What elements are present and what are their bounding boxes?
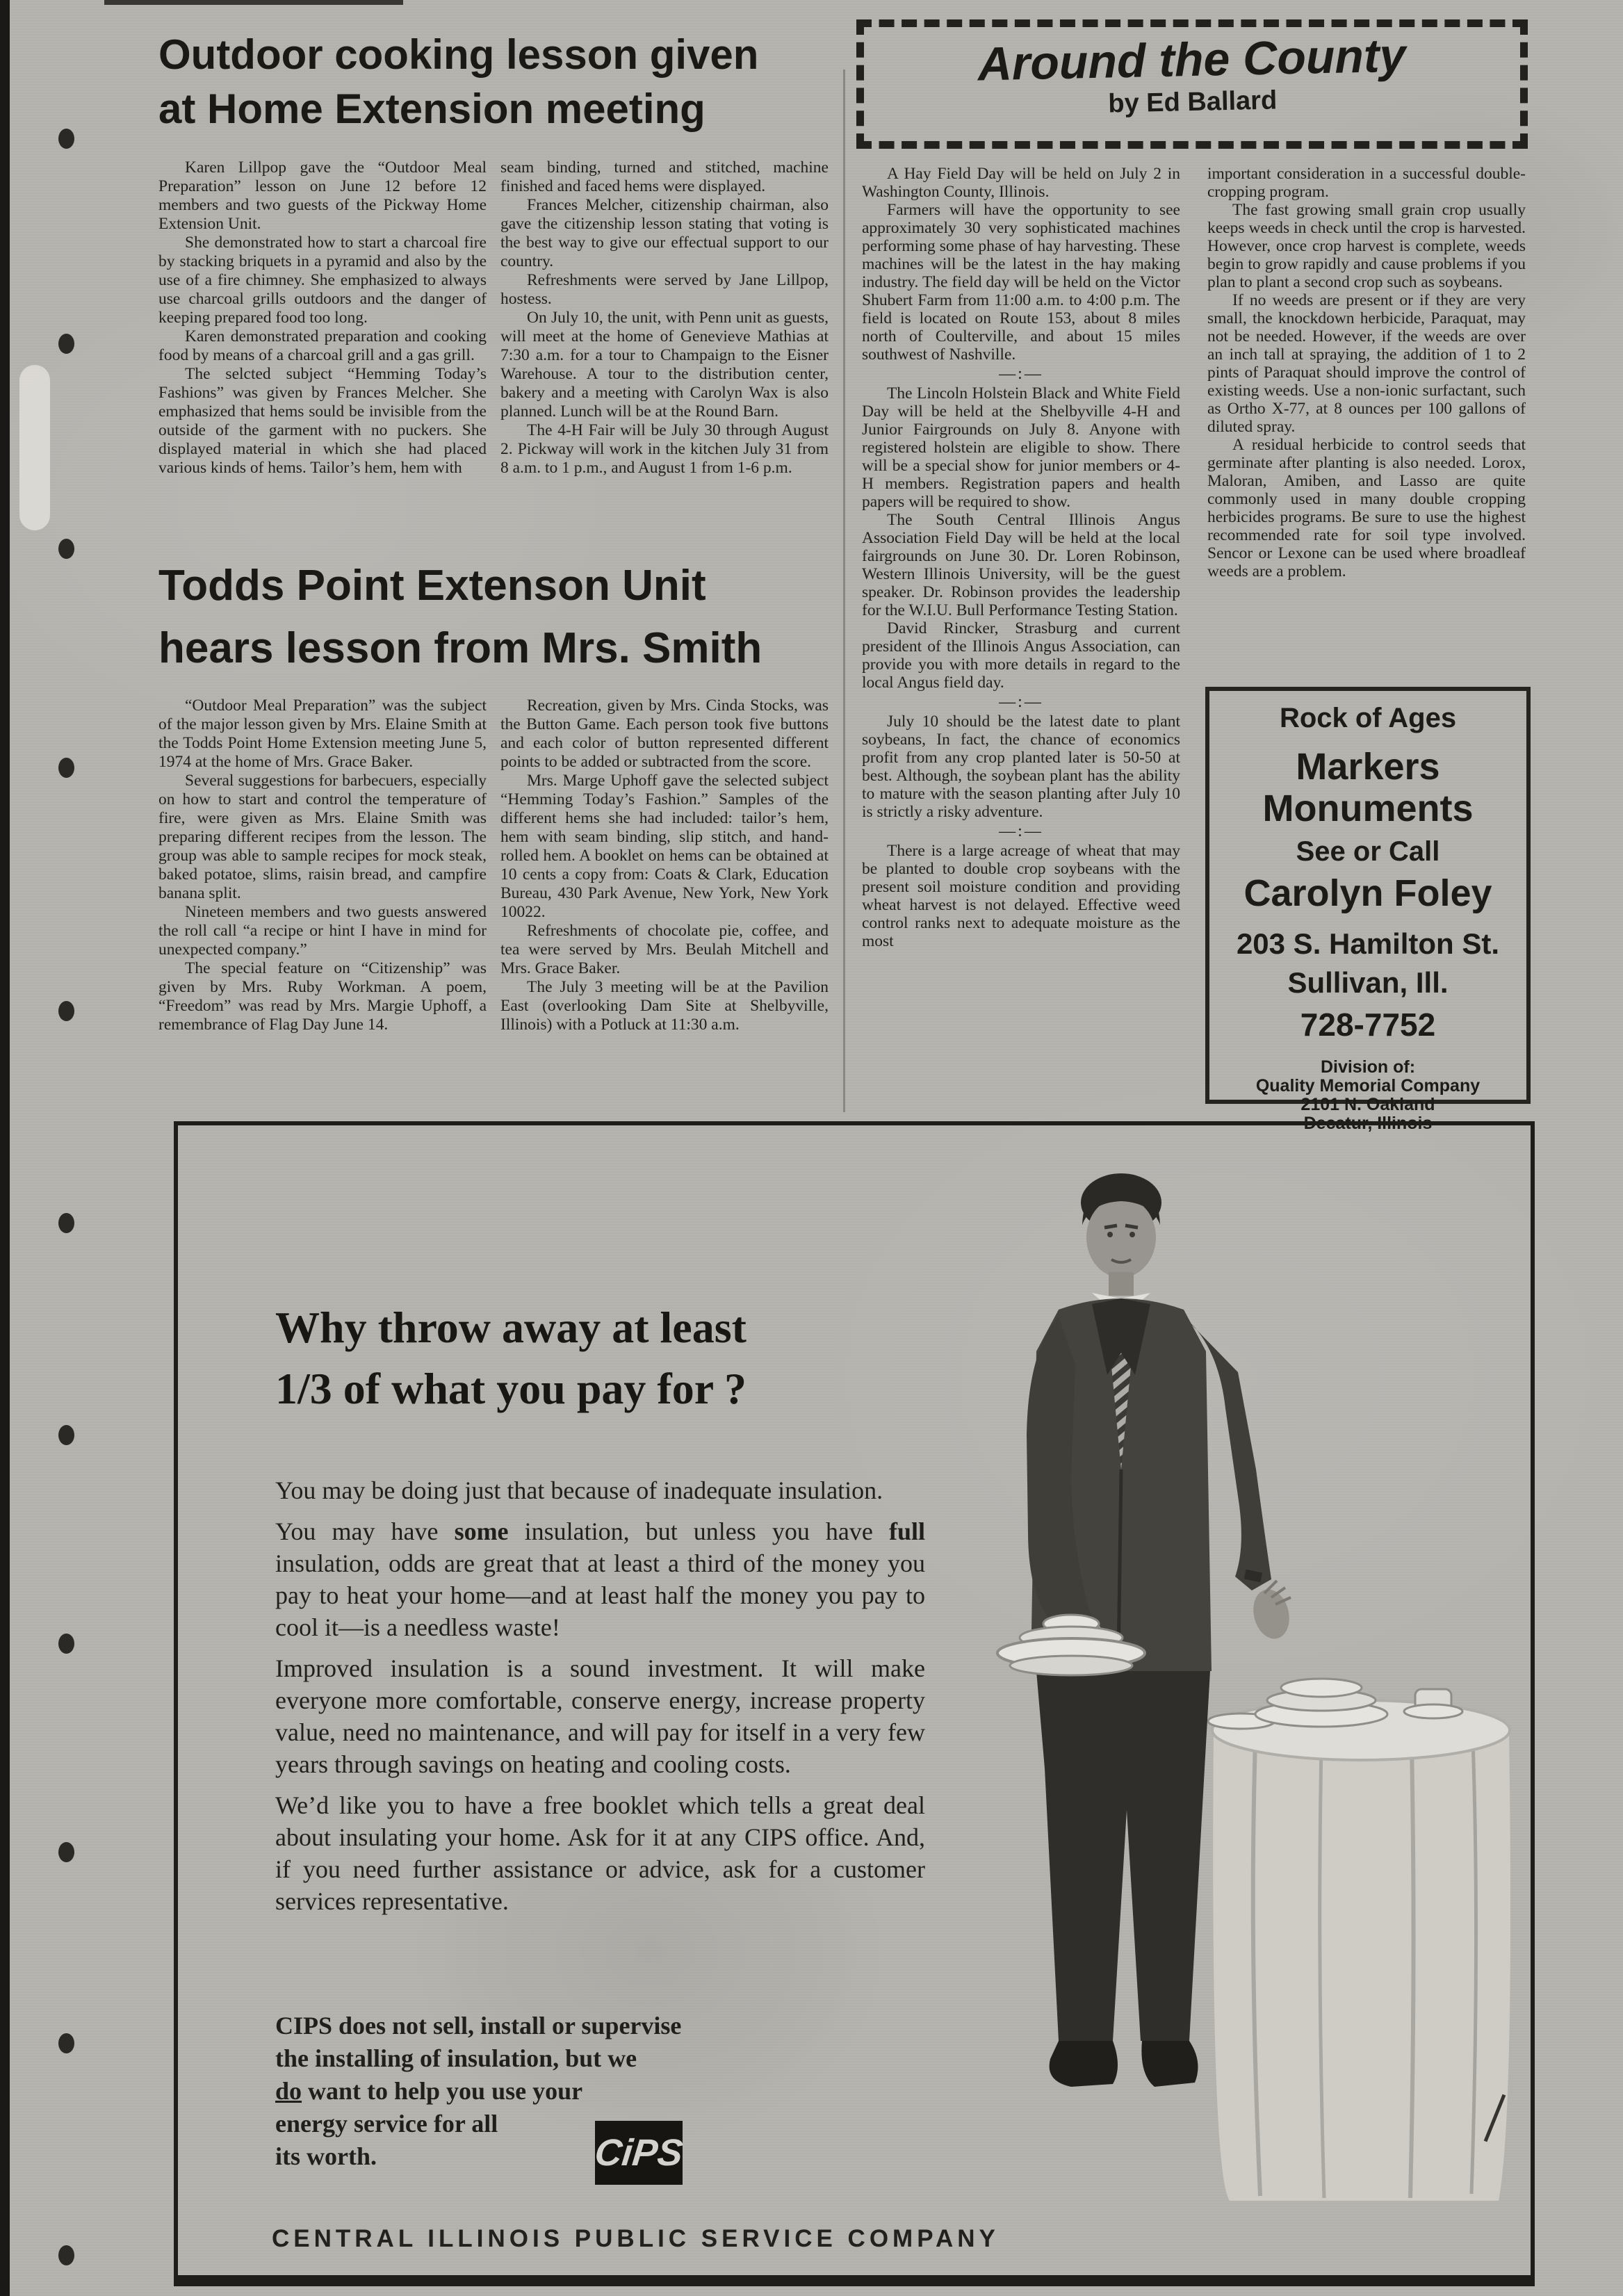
article-paragraph: seam binding, turned and stitched, machine finished and faced hems were displayed.: [500, 158, 829, 195]
ad-paragraph: We’d like you to have a free booklet which tells a great deal about insulating your home. Ask for it at any CIPS office. And, if you need further assistance or advice, ask for a customer services representative.: [275, 1791, 925, 1915]
torn-strip: [19, 365, 50, 530]
rock-ad-division-company: Quality Memorial Company: [1255, 1076, 1481, 1096]
article-paragraph: Several suggestions for barbecuers, especially on how to start and control the temperature of fire, were given as Mrs. Elaine Smith was preparing different recipes from the lesson. The group was able to sample recipes for mock steak, baked potatoe, slims, raisin bread, and campfire banana split.: [158, 772, 487, 902]
punch-hole: [58, 1001, 74, 1021]
article-todds-point: [158, 555, 833, 1034]
article-paragraph: The Lincoln Holstein Black and White Field Day will be held at the Shelbyville 4-H and Junior Fairgrounds on July 8. Anyone with registered holstein are eligible to show. There will be a special show for junior members or 4-H members. Registration papers and health papers will be required to show.: [862, 384, 1180, 511]
article-paragraph: The selcted subject “Hemming Today’s Fashions” was given by Frances Melcher. She emphasized that hems sould be invisible from the outside of the garment with no puckers. She displayed material in which she had placed various kinds of hems. Tailor’s hem, hem with: [158, 365, 487, 477]
disclaimer-line: CIPS does not sell, install or supervise: [275, 2012, 682, 2039]
rock-ad-phone: 728-7752: [1300, 1007, 1436, 1043]
article-paragraph: Karen Lillpop gave the “Outdoor Meal Preparation” lesson on June 12 before 12 members and two guests of the Pickway Home Extension Unit.: [158, 158, 487, 233]
ad-text: insulation, odds are great that at least a third of the money you pay to heat your home—and at least half the money you pay to cool it—is a needless waste!: [275, 1549, 925, 1641]
ad-text: insulation, but unless you have: [508, 1517, 889, 1545]
around-county-column-2: [1207, 165, 1526, 580]
rock-ad-address: 203 S. Hamilton St.: [1236, 927, 1500, 960]
disclaimer-line: want to help you use your: [302, 2077, 583, 2105]
article-paragraph: David Rincker, Strasburg and current president of the Illinois Angus Association, can provide you with more details in regard to the local Angus field day.: [862, 619, 1180, 692]
item-separator: —:—: [999, 365, 1043, 383]
article-paragraph: A residual herbicide to control seeds that germinate after planting is also needed. Lorox, Maloran, Amiben, and Lasso are quite commonly used in many double cropping herbicides programs. Be sure to use the highest recommended rate for soil type involved. Sencor or Lexone can be used where broadleaf weeds are a problem.: [1207, 436, 1526, 580]
article2-column-1: [158, 697, 487, 1034]
ad-paragraph: You may be doing just that because of inadequate insulation.: [275, 1476, 883, 1504]
scan-edge-left: [0, 0, 10, 2296]
punch-hole: [58, 2245, 74, 2265]
cips-ad-disclaimer: [275, 2010, 859, 2173]
table-with-dishes: [1208, 1679, 1510, 2201]
article2-headline: [158, 555, 833, 680]
article-paragraph: The July 3 meeting will be at the Pavilion East (overlooking Dam Site at Shelbyville, Illinois) with a Potluck at 11:30 a.m.: [500, 978, 829, 1034]
ad-text: You may have: [275, 1517, 455, 1545]
rock-ad-cta: See or Call: [1296, 836, 1440, 867]
cips-company-name: CENTRAL ILLINOIS PUBLIC SERVICE COMPANY: [272, 2225, 1000, 2252]
article-paragraph: A Hay Field Day will be held on July 2 in Washington County, Illinois.: [862, 165, 1180, 201]
cips-photo-man-with-plates: [863, 1143, 1523, 2213]
article-outdoor-cooking: [158, 28, 830, 478]
article1-column-2: [500, 158, 829, 478]
around-the-county-byline: by Ed Ballard: [1107, 86, 1278, 119]
article-paragraph: Karen demonstrated preparation and cooking food by means of a charcoal grill and a gas grill.: [158, 327, 487, 364]
article-paragraph: important consideration in a successful double-cropping program.: [1207, 165, 1526, 201]
cropped-text-fragment: [104, 0, 403, 5]
rock-ad-product: Markers: [1296, 746, 1440, 788]
cips-headline-line1: Why throw away at least: [275, 1303, 747, 1352]
article2-headline-line2: hears lesson from Mrs. Smith: [158, 624, 762, 672]
rock-ad-brand: Rock of Ages: [1279, 703, 1457, 733]
punch-hole: [58, 1842, 74, 1862]
ad-text-bold: full: [888, 1517, 925, 1545]
rock-ad-division-address: 2101 N. Oakland: [1300, 1095, 1435, 1114]
article-paragraph: Recreation, given by Mrs. Cinda Stocks, was the Button Game. Each person took five buttons and each color of button represented different points to be added or subtracted from the score.: [500, 697, 829, 771]
rock-ad-contact-name: Carolyn Foley: [1243, 872, 1492, 914]
article-paragraph: The South Central Illinois Angus Association Field Day will be held at the local fairgrounds on June 30. Dr. Loren Robinson, Western Illinois University, will be the guest speaker. Dr. Robinson provides the leadership for the W.I.U. Bull Performance Testing Station.: [862, 511, 1180, 619]
article-paragraph: On July 10, the unit, with Penn unit as guests, will meet at the home of Genevieve Mathias at 7:30 a.m. for a tour to Champaign to the Eisner Warehouse. A tour to the distribution center, bakery and a meeting with Carolyn Wax is also planned. Lunch will be at the Round Barn.: [500, 309, 829, 421]
punch-hole: [58, 539, 74, 559]
cips-headline-line2: 1/3 of what you pay for ?: [275, 1364, 747, 1413]
rock-ad-product: Monuments: [1262, 788, 1474, 829]
cips-ad-body: [275, 1474, 925, 1926]
rock-of-ages-ad: [1205, 687, 1531, 1133]
article-paragraph: The fast growing small grain crop usually keeps weeds in check until the crop is harvested. However, once crop harvest is complete, weeds begin to grow rapidly and cause problems if you plan to plant a second crop such as soybeans.: [1207, 201, 1526, 291]
punch-hole: [58, 2033, 74, 2053]
section-divider-rule: [843, 70, 845, 1112]
article-paragraph: “Outdoor Meal Preparation” was the subject of the major lesson given by Mrs. Elaine Smith at the Todds Point Home Extension meeting June 5, 1974 at the home of Mrs. Grace Baker.: [158, 697, 487, 771]
article1-headline: [158, 28, 830, 136]
disclaimer-line: the installing of insulation, but we: [275, 2044, 637, 2072]
article1-headline-line2: at Home Extension meeting: [158, 86, 706, 132]
ad-paragraph: [275, 1515, 925, 1643]
article2-headline-line1: Todds Point Extenson Unit: [158, 562, 706, 610]
around-the-county-title: Around the County: [977, 29, 1407, 91]
around-county-column-1: [862, 165, 1180, 950]
cips-logo-text: CiPS: [592, 2132, 685, 2174]
article1-headline-line1: Outdoor cooking lesson given: [158, 31, 759, 78]
rock-ad-division-city: Decatur, Illinois: [1303, 1114, 1433, 1133]
article-paragraph: There is a large acreage of wheat that may be planted to double crop soybeans with the present soil moisture condition and providing wheat harvest is not delayed. Effective weed control ranks next to adequate moisture as the most: [862, 842, 1180, 950]
article-paragraph: July 10 should be the latest date to plant soybeans, In fact, the chance of economics profit from any crop planted later is 50-50 at best. Although, the soybean plant has the ability to mature with the season planting after July 10 is strictly a risky adventure.: [862, 713, 1180, 821]
cips-ad-headline: [275, 1297, 747, 1419]
article-paragraph: The special feature on “Citizenship” was given by Mrs. Ruby Workman. A poem, “Freedom” was read by Mrs. Margie Uphoff, a remembrance of Flag Day June 14.: [158, 959, 487, 1034]
article-paragraph: Refreshments were served by Jane Lillpop, hostess.: [500, 271, 829, 308]
article-paragraph: Farmers will have the opportunity to see approximately 30 very sophisticated machines performing some phase of hay harvesting. These machines will be the latest in the hay making industry. The field day will be held on the Victor Shubert Farm from 11:00 a.m. to 4:00 p.m. The field is located on Route 153, about 8 miles north of Coulterville, and about 15 miles southwest of Nashville.: [862, 201, 1180, 364]
article-paragraph: Refreshments of chocolate pie, coffee, and tea were served by Mrs. Beulah Mitchell and Mrs. Grace Baker.: [500, 922, 829, 977]
article-paragraph: The 4-H Fair will be July 30 through August 2. Pickway will work in the kitchen July 31 from 8 a.m. to 1 p.m., and August 1 from 1-6 p.m.: [500, 421, 829, 477]
punch-hole: [58, 129, 74, 149]
article-paragraph: If no weeds are present or if they are very small, the knockdown herbicide, Paraquat, may not be needed. However, if the weeds are over an inch tall at spraying, the addition of 1 to 2 pints of Paraquat should improve the control of existing weeds. Use a non-ionic surfactant, such as Ortho X-77, at 8 ounces per 100 gallons of diluted spray.: [1207, 291, 1526, 436]
punch-hole: [58, 1425, 74, 1445]
article2-column-2: [500, 697, 829, 1034]
around-the-county-box: [856, 19, 1528, 149]
article-paragraph: Frances Melcher, citizenship chairman, also gave the citizenship lesson stating that voting is the best way to give our effectual support to our country.: [500, 196, 829, 270]
article1-column-1: [158, 158, 487, 478]
cips-insulation-ad: [174, 1121, 1535, 2286]
disclaimer-underlined-word: do: [275, 2077, 302, 2105]
punch-hole: [58, 1213, 74, 1233]
article-paragraph: Nineteen members and two guests answered the roll call “a recipe or hint I have in mind for unexpected company.”: [158, 903, 487, 959]
ad-text-bold: some: [454, 1517, 509, 1545]
article-paragraph: Mrs. Marge Uphoff gave the selected subject “Hemming Today’s Fashion.” Samples of the different hems she had included: tailor’s hem, hem with seam binding, slip stitch, and hand-rolled hem. A booklet on hems can be obtained at 10 cents a copy from: Coats & Clark, Education Bureau, 430 Park Avenue, New York, New York 10022.: [500, 772, 829, 921]
disclaimer-line: its worth.: [275, 2142, 377, 2170]
disclaimer-line: energy service for all: [275, 2110, 498, 2138]
rock-ad-city: Sullivan, Ill.: [1287, 966, 1449, 999]
punch-hole: [58, 1634, 74, 1654]
item-separator: —:—: [999, 693, 1043, 711]
punch-hole: [58, 758, 74, 778]
punch-hole: [58, 334, 74, 354]
article-paragraph: She demonstrated how to start a charcoal fire by stacking briquets in a pyramid and also by the use of a fire chimney. She emphasized to always use charcoal grills outdoors and the danger of keeping prepared food too long.: [158, 234, 487, 327]
ad-paragraph: Improved insulation is a sound investment. It will make everyone more comfortable, conserve energy, increase property value, need no maintenance, and will pay for itself in a very few years through savings on heating and cooling costs.: [275, 1654, 925, 1778]
cips-logo: [592, 2121, 685, 2185]
item-separator: —:—: [999, 822, 1043, 840]
rock-ad-division-label: Division of:: [1320, 1057, 1416, 1077]
